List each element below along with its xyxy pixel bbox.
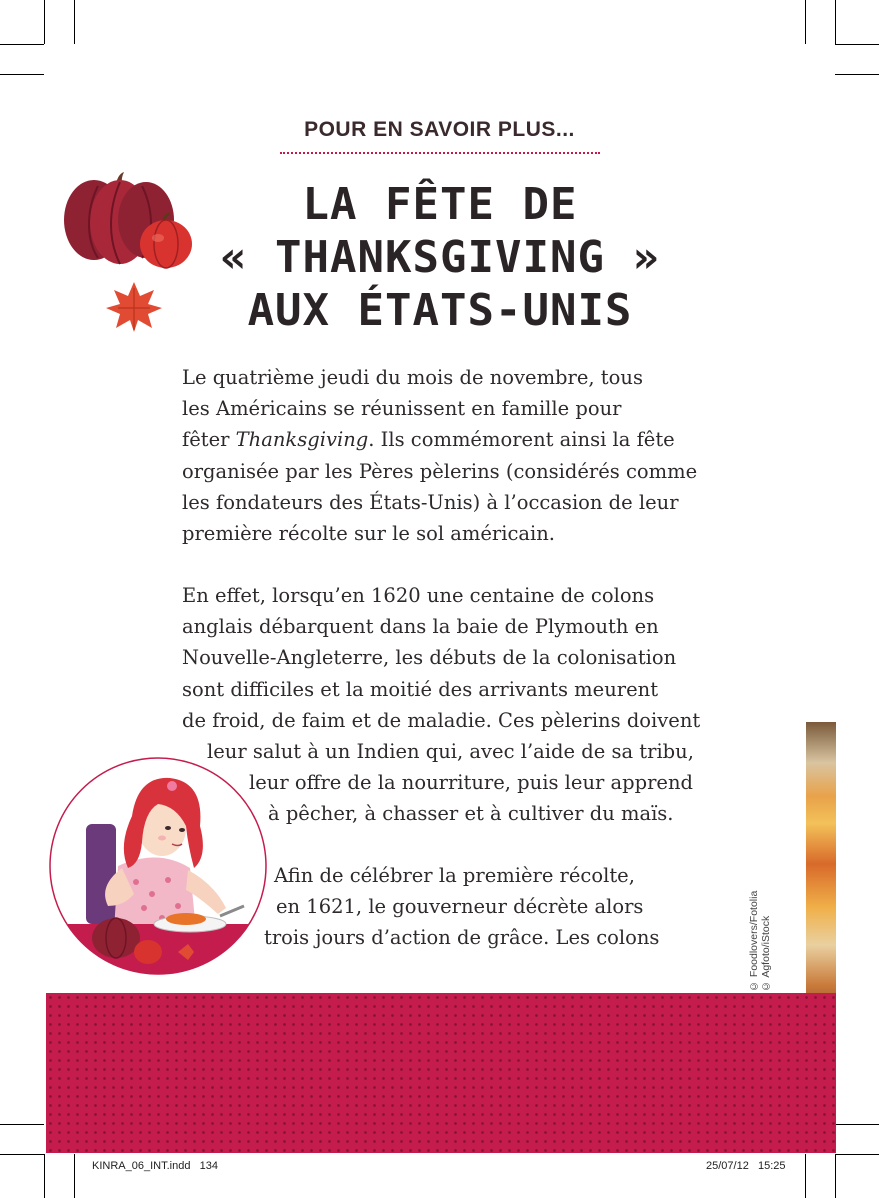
crop-mark [835,1154,836,1198]
title-line: « THANKSGIVING » [220,232,660,283]
crop-mark [835,44,879,45]
text-line: organisée par les Pères pèlerins (considérés comme [182,459,698,483]
credit-line: © Foodlovers/Fotolia [748,890,760,992]
text-line: en 1621, le gouverneur décrète alors [276,895,644,919]
title-line: LA FÊTE DE [302,179,578,230]
text-line: leur salut à un Indien qui, avec l’aide de sa tribu, [207,740,694,764]
crop-mark [835,0,836,44]
text-line: leur offre de la nourriture, puis leur apprend [249,771,694,795]
text-line [182,424,697,455]
crop-mark [74,1154,75,1198]
kicker-dotted-rule [280,152,600,154]
emphasis-thanksgiving: Thanksgiving [235,428,369,452]
crop-mark [805,0,806,44]
paragraph-celebration [264,860,659,954]
crop-mark [835,1124,879,1125]
crop-mark [44,0,45,44]
text-line: première récolte sur le sol américain. [182,522,556,546]
girl-illustration [48,756,268,976]
crop-mark [0,44,44,45]
crop-mark [0,74,44,75]
text-line: trois jours d’action de grâce. Les colons [264,926,660,950]
text-line: à pêcher, à chasser et à cultiver du maïs. [268,802,674,826]
crop-mark [835,74,879,75]
photo-credits [748,880,780,992]
text-line: les fondateurs des États-Unis) à l’occasion de leur [182,490,679,514]
text-line: Nouvelle-Angleterre, les débuts de la colonisation [182,646,677,670]
crop-mark [835,1154,879,1155]
credit-line: © Agfoto/iStock [760,915,772,992]
text-line: Afin de célébrer la première récolte, [274,864,635,887]
text-fragment: fêter [182,428,236,452]
crop-mark [74,0,75,44]
text-line: anglais débarquent dans la baie de Plymouth en [182,615,659,639]
text-line: Le quatrième jeudi du mois de novembre, tous [182,366,643,389]
text-line: les Américains se réunissent en famille pour [182,397,622,421]
decorative-dotted-band [46,993,836,1153]
crop-mark [0,1124,44,1125]
page-title [140,178,740,337]
section-kicker: POUR EN SAVOIR PLUS... [304,118,575,141]
crop-mark [44,1154,45,1198]
title-line: AUX ÉTATS-UNIS [247,285,633,336]
text-fragment: . Ils commémorent ainsi la fête [368,428,675,452]
slug-filename: KINRA_06_INT.indd 134 [92,1160,218,1172]
paragraph-intro [182,362,697,549]
crop-mark [0,1154,44,1155]
text-line: En effet, lorsqu’en 1620 une centaine de colons [182,584,655,607]
crop-mark [805,1154,806,1198]
text-line: de froid, de faim et de maladie. Ces pèlerins doivent [182,708,701,732]
text-line: sont difficiles et la moitié des arrivants meurent [182,677,659,701]
slug-datetime: 25/07/12 15:25 [706,1160,786,1172]
